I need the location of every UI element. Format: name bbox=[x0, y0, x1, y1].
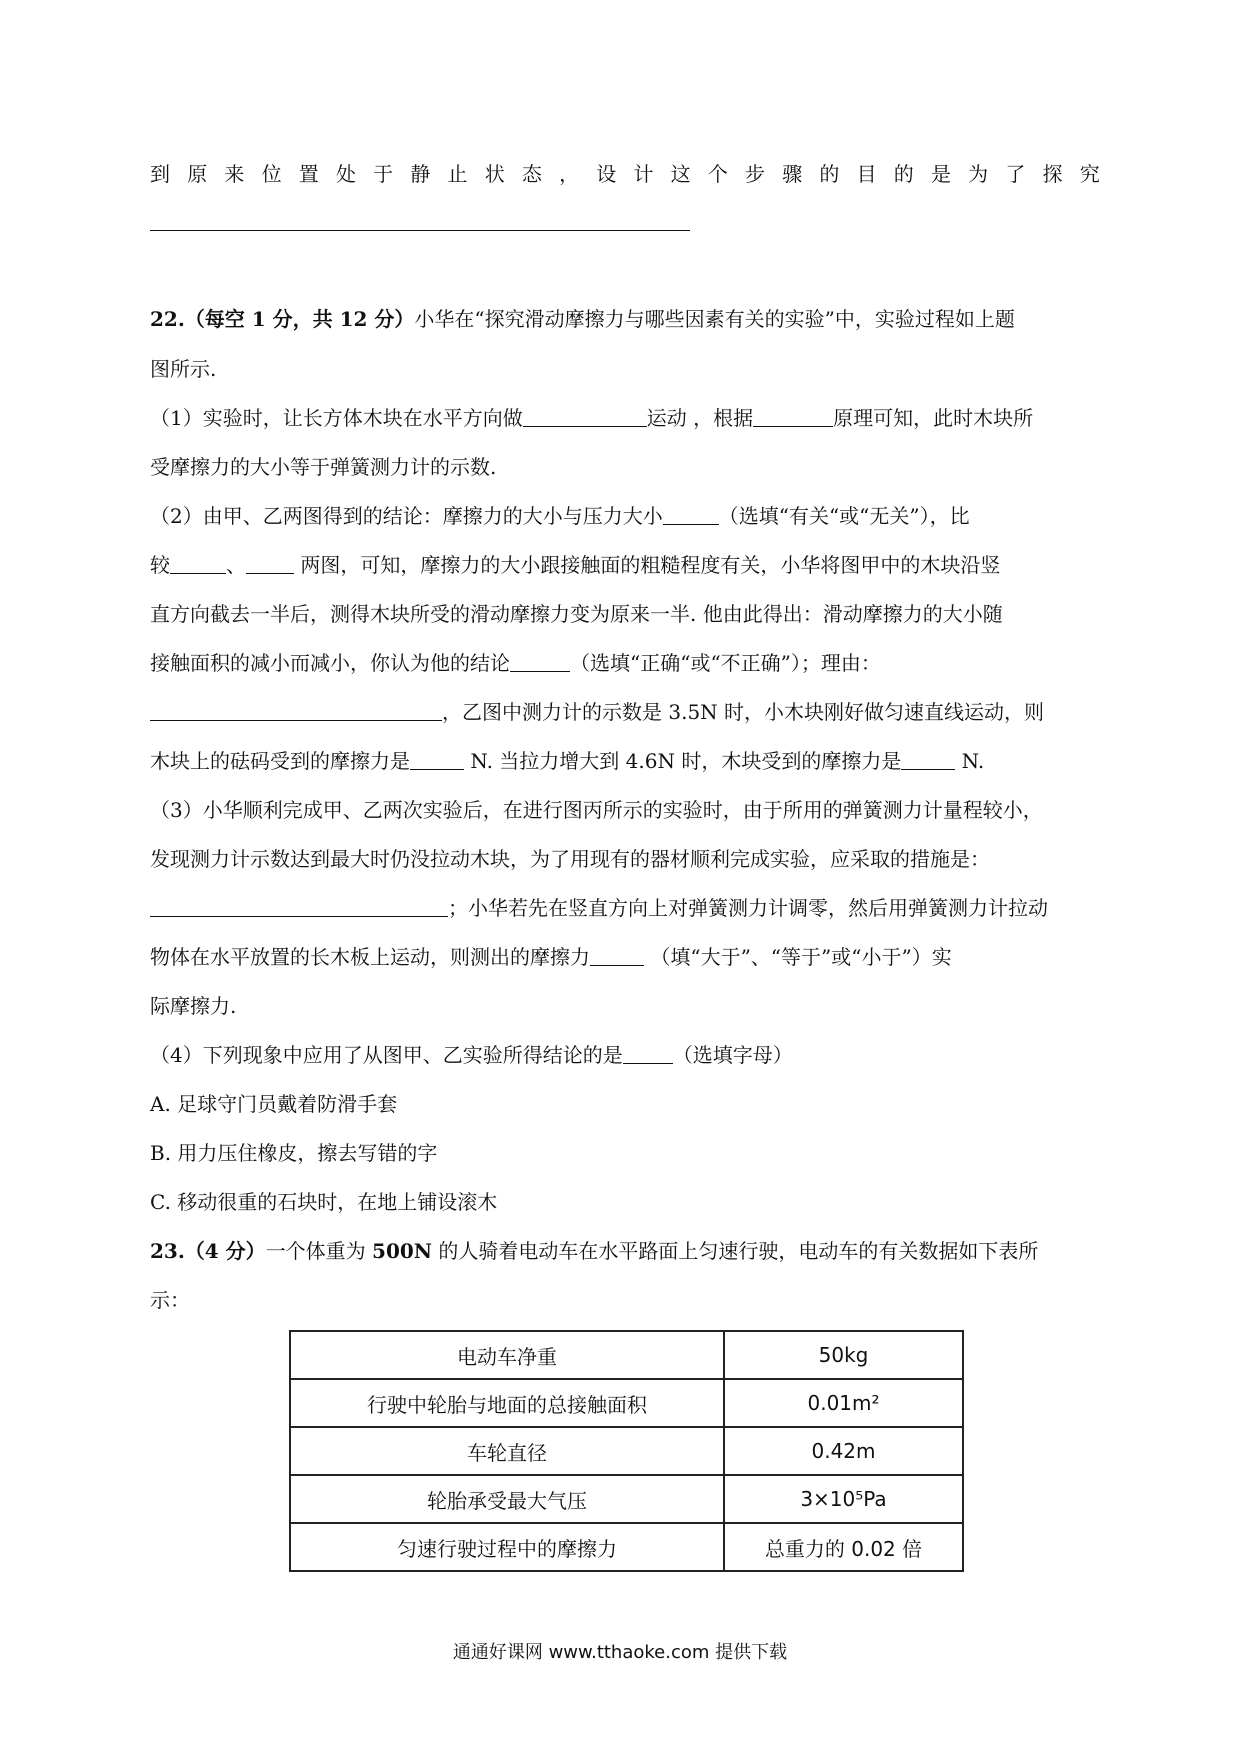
q22-p4-text-b: （选填字母） bbox=[672, 1043, 793, 1067]
q22-part3-line5: 际摩擦力. bbox=[150, 994, 237, 1018]
q21-char: 是 bbox=[930, 162, 951, 186]
q22-p1-text-b: 运动 ，根据 bbox=[646, 406, 754, 430]
q22-blank-9 bbox=[901, 747, 955, 770]
table-label-cell: 电动车净重 bbox=[290, 1331, 724, 1379]
table-label-cell: 匀速行驶过程中的摩擦力 bbox=[290, 1523, 724, 1571]
q22-number: 22. bbox=[150, 307, 185, 331]
q22-part2-line2 bbox=[150, 551, 1100, 579]
q21-char: 处 bbox=[335, 162, 356, 186]
ebike-data-table bbox=[289, 1330, 964, 1572]
table-value-cell: 0.42m bbox=[724, 1427, 963, 1475]
q22-p3-text-c: ；小华若先在竖直方向上对弹簧测力计调零，然后用弹簧测力计拉动 bbox=[448, 896, 1048, 920]
q22-part3-line3 bbox=[150, 894, 1100, 922]
q22-p3-text-d: 物体在水平放置的长木板上运动，则测出的摩擦力 bbox=[150, 945, 590, 969]
q22-p2-text-a: （2）由甲、乙两图得到的结论：摩擦力的大小与压力大小 bbox=[150, 504, 663, 528]
q22-p2-text-g: 接触面积的减小而减小，你认为他的结论 bbox=[150, 651, 510, 675]
q21-char: 计 bbox=[633, 162, 654, 186]
table-value-cell: 50kg bbox=[724, 1331, 963, 1379]
table-label-cell: 车轮直径 bbox=[290, 1427, 724, 1475]
q21-char: 来 bbox=[224, 162, 245, 186]
q22-blank-1 bbox=[523, 404, 647, 427]
q22-part1-line1 bbox=[150, 404, 1100, 432]
q21-char: 置 bbox=[298, 162, 319, 186]
q22-option-a: A. 足球守门员戴着防滑手套 bbox=[150, 1092, 398, 1116]
q22-option-c: C. 移动很重的石块时，在地上铺设滚木 bbox=[150, 1190, 498, 1214]
table-label-cell: 轮胎承受最大气压 bbox=[290, 1475, 724, 1523]
q22-p2-text-c: 较 bbox=[150, 553, 170, 577]
q22-blank-11 bbox=[590, 943, 644, 966]
q21-char: 的 bbox=[893, 162, 914, 186]
q21-char: 于 bbox=[373, 162, 394, 186]
q22-blank-7 bbox=[150, 698, 442, 721]
q23-number: 23. bbox=[150, 1239, 185, 1263]
q22-part1-line2: 受摩擦力的大小等于弹簧测力计的示数. bbox=[150, 455, 497, 479]
q21-char: 止 bbox=[447, 162, 468, 186]
q21-char: 目 bbox=[856, 162, 877, 186]
q22-p2-text-d: 、 bbox=[226, 553, 246, 577]
q22-blank-6 bbox=[510, 649, 570, 672]
footer-credit: 通通好课网 www.tthaoke.com 提供下载 bbox=[452, 1642, 788, 1663]
q22-part2-line4 bbox=[150, 649, 1100, 677]
table-row bbox=[290, 1523, 963, 1571]
q23-weight: 500N bbox=[372, 1239, 433, 1263]
q21-tail-line bbox=[150, 160, 1100, 188]
q21-char: 状 bbox=[484, 162, 505, 186]
q23-intro-a: 一个体重为 bbox=[265, 1239, 373, 1263]
q22-part3-line1: （3）小华顺利完成甲、乙两次实验后，在进行图丙所示的实验时，由于所用的弹簧测力计量程较小， bbox=[150, 798, 1043, 822]
q23-intro-line2: 示： bbox=[150, 1288, 190, 1312]
table-row bbox=[290, 1331, 963, 1379]
q22-blank-8 bbox=[410, 747, 464, 770]
q22-p2-text-h: （选填“正确“或“不正确”）；理由： bbox=[570, 651, 881, 675]
q22-blank-5 bbox=[246, 551, 294, 574]
q22-part2-line5 bbox=[150, 698, 1100, 726]
q21-char: 了 bbox=[1005, 162, 1026, 186]
q21-char: ， bbox=[559, 162, 580, 186]
q23-header bbox=[150, 1237, 1100, 1265]
q22-p4-text-a: （4）下列现象中应用了从图甲、乙实验所得结论的是 bbox=[150, 1043, 623, 1067]
q22-blank-4 bbox=[170, 551, 226, 574]
q22-p2-text-b: （选填“有关“或“无关”），比 bbox=[718, 504, 970, 528]
table-value-cell: 总重力的 0.02 倍 bbox=[724, 1523, 963, 1571]
q21-char: 原 bbox=[187, 162, 208, 186]
q21-char: 骤 bbox=[782, 162, 803, 186]
q22-p1-text-c: 原理可知，此时木块所 bbox=[833, 406, 1034, 430]
q22-p2-text-k: N. 当拉力增大到 4.6N 时，木块受到的摩擦力是 bbox=[464, 749, 902, 773]
q21-char: 静 bbox=[410, 162, 431, 186]
table-value-cell: 3×10⁵Pa bbox=[724, 1475, 963, 1523]
q23-score: （4 分） bbox=[184, 1239, 266, 1263]
q22-header bbox=[150, 305, 1100, 333]
q21-char: 为 bbox=[968, 162, 989, 186]
q22-part2-line3: 直方向截去一半后，测得木块所受的滑动摩擦力变为原来一半. 他由此得出：滑动摩擦力的大小随 bbox=[150, 602, 1003, 626]
q22-p2-text-l: N. bbox=[955, 749, 985, 773]
q22-blank-10 bbox=[150, 894, 448, 917]
q22-intro-line2: 图所示. bbox=[150, 357, 217, 381]
q21-char: 步 bbox=[745, 162, 765, 186]
q22-p2-text-j: 木块上的砝码受到的摩擦力是 bbox=[150, 749, 410, 773]
q22-p2-text-e: 两图，可知，摩擦力的大小跟接触面的粗糙程度有关，小华将图甲中的木块沿竖 bbox=[294, 553, 1001, 577]
q22-part2-line6 bbox=[150, 747, 1100, 775]
q22-blank-12 bbox=[623, 1041, 673, 1064]
q22-score: （每空 1 分，共 12 分） bbox=[184, 307, 415, 331]
q22-part3-line4 bbox=[150, 943, 1100, 971]
q22-blank-2 bbox=[753, 404, 833, 427]
q21-char: 位 bbox=[261, 162, 282, 186]
q23-intro-b: 的人骑着电动车在水平路面上匀速行驶，电动车的有关数据如下表所 bbox=[432, 1239, 1039, 1263]
q21-char: 的 bbox=[819, 162, 840, 186]
table-value-cell: 0.01m² bbox=[724, 1379, 963, 1427]
table-row bbox=[290, 1475, 963, 1523]
q21-char: 态 bbox=[521, 162, 542, 186]
table-row bbox=[290, 1379, 963, 1427]
q21-char: 这 bbox=[670, 162, 691, 186]
q21-char: 究 bbox=[1079, 162, 1100, 186]
q22-blank-3 bbox=[663, 502, 719, 525]
q22-p1-text-a: （1）实验时，让长方体木块在水平方向做 bbox=[150, 406, 523, 430]
q22-part3-line2: 发现测力计示数达到最大时仍没拉动木块，为了用现有的器材顺利完成实验，应采取的措施是： bbox=[150, 847, 990, 871]
q21-char: 探 bbox=[1042, 162, 1063, 186]
q22-option-b: B. 用力压住橡皮，擦去写错的字 bbox=[150, 1141, 438, 1165]
q22-intro: 小华在“探究滑动摩擦力与哪些因素有关的实验”中，实验过程如上题 bbox=[414, 307, 1015, 331]
q21-char: 设 bbox=[596, 162, 617, 186]
q22-p3-text-e: （填“大于”、“等于”或“小于”）实 bbox=[644, 945, 952, 969]
q21-char: 个 bbox=[707, 162, 728, 186]
q22-part4-line1 bbox=[150, 1041, 1100, 1069]
q21-char: 到 bbox=[150, 162, 170, 186]
q21-answer-blank bbox=[150, 208, 690, 231]
table-row bbox=[290, 1427, 963, 1475]
q22-part2-line1 bbox=[150, 502, 1100, 530]
table-label-cell: 行驶中轮胎与地面的总接触面积 bbox=[290, 1379, 724, 1427]
q22-p2-text-i: ，乙图中测力计的示数是 3.5N 时，小木块刚好做匀速直线运动，则 bbox=[442, 700, 1045, 724]
